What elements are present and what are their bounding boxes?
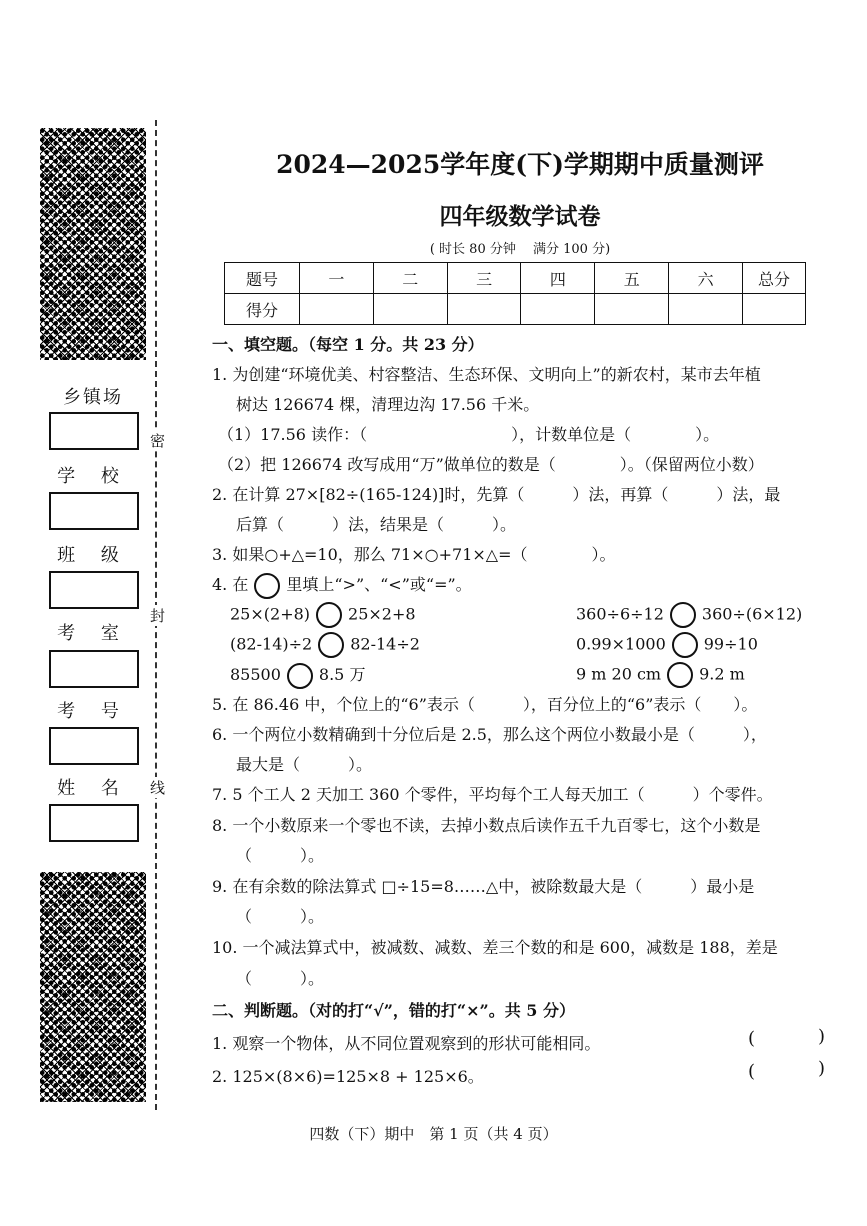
exam-info: ( 时长 80 分钟 满分 100 分) <box>429 242 611 257</box>
answer-circle[interactable] <box>316 602 342 628</box>
answer-circle[interactable] <box>287 663 313 689</box>
q4-expr: 9.2 m <box>699 664 745 684</box>
judge-answer-close-2: ) <box>818 1058 826 1079</box>
question-line: 5. 在 86.46 中，个位上的“6”表示（ ），百分位上的“6”表示（ ）。 <box>212 695 758 714</box>
q4-expr: 360÷6÷12 <box>576 604 664 624</box>
seal-mark-mi: 密 <box>150 432 166 450</box>
town-input-box[interactable] <box>49 412 139 450</box>
score-input-cell[interactable] <box>373 294 447 325</box>
q4-left-row-3 <box>230 662 365 689</box>
q4-left-row-2 <box>230 632 420 658</box>
field-label-room: 考 室 <box>57 623 129 644</box>
judge-item-2: 2. 125×(8×6)=125×8 + 125×6。 <box>212 1067 484 1086</box>
q4-expr: 360÷(6×12) <box>701 604 803 624</box>
section1-heading: 一、填空题。（每空 1 分。共 23 分） <box>212 335 484 354</box>
decorative-pattern-top <box>40 128 146 360</box>
q4-intro-a: 4. 在 <box>212 575 249 594</box>
exam-title: 2024—2025学年度(下)学期期中质量测评 <box>276 150 764 179</box>
question-line: 2. 在计算 27×[82÷(165-124)]时，先算（ ）法，再算（ ）法，最 <box>212 485 781 504</box>
judge-answer-open-2[interactable]: ( <box>748 1061 756 1082</box>
q4-expr: 85500 <box>230 665 281 684</box>
score-input-cell[interactable] <box>447 294 521 325</box>
score-table-score-row <box>225 294 806 325</box>
score-cell: 四 <box>521 263 595 294</box>
question-line: 最大是（ ）。 <box>236 755 373 774</box>
field-label-town: 乡镇场 <box>63 387 123 408</box>
score-cell: 六 <box>669 263 743 294</box>
exam-number-input-box[interactable] <box>49 727 139 765</box>
section2-heading: 二、判断题。（对的打“√”，错的打“×”。共 5 分） <box>212 1001 576 1020</box>
q4-expr: 82-14÷2 <box>350 634 420 654</box>
score-input-cell[interactable] <box>521 294 595 325</box>
question-line: （ ）。 <box>236 907 325 926</box>
q4-expr: 25×(2+8) <box>230 604 311 624</box>
q4-left-row-1 <box>230 602 416 628</box>
question-line: 10. 一个减法算式中，被减数、减数、差三个数的和是 600，减数是 188，差是 <box>212 938 778 957</box>
judge-item-1: 1. 观察一个物体，从不同位置观察到的形状可能相同。 <box>212 1034 601 1053</box>
q4-expr: 9 m 20 cm <box>576 664 662 684</box>
field-label-school: 学 校 <box>57 466 129 487</box>
score-cell: 五 <box>595 263 669 294</box>
seal-mark-xian: 线 <box>150 779 166 797</box>
q4-expr: 99÷10 <box>703 634 758 654</box>
q4-expr: 8.5 万 <box>318 665 366 684</box>
field-label-exam-number: 考 号 <box>57 701 129 722</box>
exam-subtitle: 四年级数学试卷 <box>439 203 601 230</box>
class-input-box[interactable] <box>49 571 139 609</box>
judge-answer-close-1: ) <box>818 1026 826 1047</box>
question-line: 9. 在有余数的除法算式 □÷15=8……△中，被除数最大是（ ）最小是 <box>212 877 755 896</box>
q4-right-row-3 <box>576 662 745 688</box>
score-table <box>224 262 806 325</box>
field-label-name: 姓 名 <box>57 778 129 799</box>
score-cell: 二 <box>373 263 447 294</box>
school-input-box[interactable] <box>49 492 139 530</box>
question-line: 8. 一个小数原来一个零也不读，去掉小数点后读作五千九百零七，这个小数是 <box>212 816 761 835</box>
page-footer: 四数（下）期中 第 1 页（共 4 页） <box>309 1125 558 1143</box>
name-input-box[interactable] <box>49 804 139 842</box>
answer-circle[interactable] <box>318 632 344 658</box>
judge-answer-open-1[interactable]: ( <box>748 1028 756 1049</box>
score-cell: 题号 <box>225 263 300 294</box>
comparison-circle-icon <box>254 573 280 599</box>
question-line: 后算（ ）法，结果是（ ）。 <box>236 515 517 534</box>
score-label-cell: 得分 <box>225 294 300 325</box>
q4-expr: 0.99×1000 <box>576 634 666 654</box>
score-input-cell[interactable] <box>669 294 743 325</box>
score-table-header-row <box>225 263 806 294</box>
question-line: （ ）。 <box>236 969 325 988</box>
question-line: 6. 一个两位小数精确到十分位后是 2.5，那么这个两位小数最小是（ ）， <box>212 725 767 744</box>
question-line: 1. 为创建“环境优美、村容整洁、生态环保、文明向上”的新农村，某市去年植 <box>212 365 761 384</box>
q4-expr: (82-14)÷2 <box>230 634 313 654</box>
answer-circle[interactable] <box>672 632 698 658</box>
question-line: （ ）。 <box>236 846 325 865</box>
q4-right-row-1 <box>576 602 802 628</box>
q4-right-row-2 <box>576 632 758 658</box>
decorative-pattern-bottom <box>40 872 146 1102</box>
answer-circle[interactable] <box>667 662 693 688</box>
question-line: 树达 126674 棵，清理边沟 17.56 千米。 <box>236 395 540 414</box>
question-line: 3. 如果○+△=10，那么 71×○+71×△=（ ）。 <box>212 545 616 564</box>
q4-intro-b: 里填上“>”、“<”或“=”。 <box>286 575 472 594</box>
question-line: 7. 5 个工人 2 天加工 360 个零件，平均每个工人每天加工（ ）个零件。 <box>212 785 773 804</box>
score-cell: 一 <box>300 263 374 294</box>
score-input-cell[interactable] <box>743 294 806 325</box>
answer-circle[interactable] <box>670 602 696 628</box>
question-line: （2）把 126674 改写成用“万”做单位的数是（ ）。（保留两位小数） <box>218 455 764 474</box>
score-input-cell[interactable] <box>300 294 374 325</box>
room-input-box[interactable] <box>49 650 139 688</box>
question-line: （1）17.56 读作：（ ），计数单位是（ ）。 <box>218 425 720 444</box>
question-4-intro <box>212 572 472 599</box>
seal-mark-feng: 封 <box>150 607 166 625</box>
q4-expr: 25×2+8 <box>348 604 416 624</box>
score-input-cell[interactable] <box>595 294 669 325</box>
score-cell: 总分 <box>743 263 806 294</box>
score-cell: 三 <box>447 263 521 294</box>
field-label-class: 班 级 <box>57 545 129 566</box>
